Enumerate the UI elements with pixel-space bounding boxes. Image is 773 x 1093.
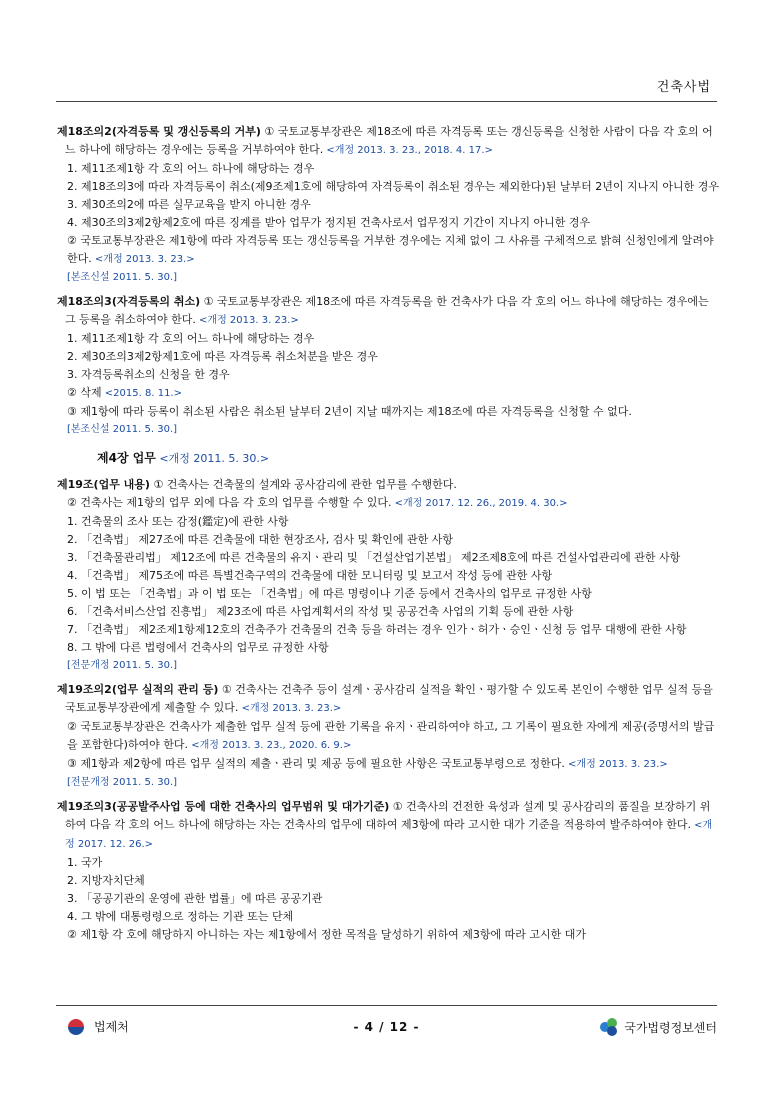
- article-paragraph: [57, 293, 719, 330]
- list-item: [57, 639, 719, 657]
- paragraph-text: ① 건축사의 건전한 육성과 설계 및 공사감리의 품질을 보장하기 위하여 다음 각 호의 어느 하나에 해당하는 자는 건축사의 업무에 대하여 제3항에 따라 고시한 대가 기준을 적용하여 발주하여야 한다.: [65, 800, 711, 831]
- amendment-note: <개정 2013. 3. 23.>: [564, 759, 668, 770]
- article-paragraph: [57, 403, 719, 421]
- list-item: [57, 366, 719, 384]
- amendment-note: <개정 2013. 3. 23.>: [238, 703, 342, 714]
- paragraph-text: ② 제1항 각 호에 해당하지 아니하는 자는 제1항에서 정한 목적을 달성하기 위하여 제3항에 따라 고시한 대가: [67, 928, 586, 941]
- paragraph-text: 3. 자격등록취소의 신청을 한 경우: [67, 368, 230, 381]
- paragraph-text: 4. 제30조의3제2항제2호에 따른 징계를 받아 업무가 정지된 건축사로서 업무정지 기간이 지나지 아니한 경우: [67, 216, 591, 229]
- article-heading: 제18조의3(자격등록의 취소): [57, 295, 201, 308]
- paragraph-text: 7. 「건축법」 제2조제1항제12호의 건축주가 건축물의 건축 등을 하려는 경우 인가ㆍ허가ㆍ승인ㆍ신청 등 업무 대행에 관한 사항: [67, 623, 687, 636]
- list-item: [57, 531, 719, 549]
- paragraph-text: ① 건축사는 건축주 등이 설계ㆍ공사감리 실적을 확인ㆍ평가할 수 있도록 본인이 수행한 업무 실적 등을 국토교통부장관에게 제출할 수 있다.: [65, 683, 713, 714]
- list-item: [57, 908, 719, 926]
- paragraph-text: 2. 「건축법」 제27조에 따른 건축물에 대한 현장조사, 검사 및 확인에 관한 사항: [67, 533, 453, 546]
- paragraph-text: 5. 이 법 또는 「건축법」과 이 법 또는 「건축법」에 따른 명령이나 기준 등에서 건축사의 업무로 규정한 사항: [67, 587, 592, 600]
- article-paragraph: [57, 232, 719, 269]
- article-paragraph: [57, 681, 719, 718]
- chapter-heading: [97, 449, 719, 468]
- enactment-note: [57, 421, 719, 439]
- paragraph-text: 1. 제11조제1항 각 호의 어느 하나에 해당하는 경우: [67, 162, 315, 175]
- amendment-note: <개정 2017. 12. 26., 2019. 4. 30.>: [391, 498, 568, 509]
- amendment-note: <개정 2013. 3. 23.>: [91, 254, 195, 265]
- paragraph-text: 3. 「공공기관의 운영에 관한 법률」에 따른 공공기관: [67, 892, 323, 905]
- article: [57, 476, 719, 675]
- article-paragraph: [57, 755, 719, 774]
- paragraph-text: 2. 제30조의3제2항제1호에 따른 자격등록 취소처분을 받은 경우: [67, 350, 378, 363]
- paragraph-text: 4. 「건축법」 제75조에 따른 특별건축구역의 건축물에 대한 모니터링 및 보고서 작성 등에 관한 사항: [67, 569, 553, 582]
- enactment-note: [57, 657, 719, 675]
- paragraph-text: 2. 제18조의3에 따라 자격등록이 취소(제9조제1호에 해당하여 자격등록이 취소된 경우는 제외한다)된 날부터 2년이 지나지 아니한 경우: [67, 180, 719, 193]
- list-item: [57, 890, 719, 908]
- chapter-title: 제4장 업무: [97, 451, 156, 465]
- list-item: [57, 178, 719, 196]
- article-paragraph: [57, 718, 719, 755]
- list-item: [57, 585, 719, 603]
- paragraph-text: ② 삭제: [67, 386, 102, 399]
- enactment-note: [57, 774, 719, 792]
- article-heading: 제19조(업무 내용): [57, 478, 150, 491]
- footer-left-label: 법제처: [94, 1020, 129, 1034]
- article: [57, 123, 719, 287]
- article: [57, 798, 719, 944]
- paragraph-text: 8. 그 밖에 다른 법령에서 건축사의 업무로 규정한 사항: [67, 641, 329, 654]
- list-item: [57, 621, 719, 639]
- amendment-note: <개정 2013. 3. 23., 2018. 4. 17.>: [323, 145, 493, 156]
- paragraph-text: ① 건축사는 건축물의 설계와 공사감리에 관한 업무를 수행한다.: [149, 478, 457, 491]
- footer-divider: [56, 1005, 717, 1006]
- article-paragraph: [57, 926, 719, 944]
- article-heading: 제19조의3(공공발주사업 등에 대한 건축사의 업무범위 및 대가기준): [57, 800, 390, 813]
- list-item: [57, 160, 719, 178]
- paragraph-text: ③ 제1항에 따라 등록이 취소된 사람은 취소된 날부터 2년이 지날 때까지는 제18조에 따른 자격등록을 신청할 수 없다.: [67, 405, 632, 418]
- header-divider: [56, 101, 717, 102]
- paragraph-text: ① 국토교통부장관은 제18조에 따른 자격등록 또는 갱신등록을 신청한 사람이 다음 각 호의 어느 하나에 해당하는 경우에는 등록을 거부하여야 한다.: [65, 125, 713, 156]
- paragraph-text: 3. 「건축물관리법」 제12조에 따른 건축물의 유지ㆍ관리 및 「건설산업기본법」 제2조제8호에 따른 건설사업관리에 관한 사항: [67, 551, 681, 564]
- article-heading: 제19조의2(업무 실적의 관리 등): [57, 683, 219, 696]
- header-title: 건축사법: [656, 80, 711, 95]
- article-paragraph: [57, 476, 719, 494]
- list-item: [57, 603, 719, 621]
- law-center-logo-icon: [600, 1018, 618, 1036]
- paragraph-text: [본조신설 2011. 5. 30.]: [67, 272, 178, 283]
- paragraph-text: 3. 제30조의2에 따른 실무교육을 받지 아니한 경우: [67, 198, 311, 211]
- paragraph-text: [본조신설 2011. 5. 30.]: [67, 424, 178, 435]
- article-heading: 제18조의2(자격등록 및 갱신등록의 거부): [57, 125, 261, 138]
- article: [57, 681, 719, 792]
- paragraph-text: [전문개정 2011. 5. 30.]: [67, 777, 178, 788]
- paragraph-text: ② 건축사는 제1항의 업무 외에 다음 각 호의 업무를 수행할 수 있다.: [67, 496, 392, 509]
- document-body: [57, 123, 719, 950]
- list-item: [57, 196, 719, 214]
- paragraph-text: ③ 제1항과 제2항에 따른 업무 실적의 제출ㆍ관리 및 제공 등에 필요한 사항은 국토교통부령으로 정한다.: [67, 757, 565, 770]
- article-paragraph: [57, 798, 719, 854]
- amendment-note: <2015. 8. 11.>: [101, 388, 182, 399]
- page-number: - 4 / 12 -: [353, 1020, 420, 1034]
- paragraph-text: ① 국토교통부장관은 제18조에 따른 자격등록을 한 건축사가 다음 각 호의 어느 하나에 해당하는 경우에는 그 등록을 취소하여야 한다.: [65, 295, 709, 326]
- paragraph-text: 1. 제11조제1항 각 호의 어느 하나에 해당하는 경우: [67, 332, 315, 345]
- list-item: [57, 854, 719, 872]
- list-item: [57, 549, 719, 567]
- enactment-note: [57, 269, 719, 287]
- article-paragraph: [57, 494, 719, 513]
- paragraph-text: 4. 그 밖에 대통령령으로 정하는 기관 또는 단체: [67, 910, 294, 923]
- paragraph-text: ② 국토교통부장관은 건축사가 제출한 업무 실적 등에 관한 기록을 유지ㆍ관리하여야 하고, 그 기록이 필요한 자에게 제공(증명서의 발급을 포함한다)하여야 한다.: [67, 720, 715, 751]
- article-paragraph: [57, 384, 719, 403]
- amendment-note: <개정 2017. 12. 26.>: [65, 820, 713, 850]
- list-item: [57, 567, 719, 585]
- footer: [0, 1016, 773, 1040]
- paragraph-text: 2. 지방자치단체: [67, 874, 145, 887]
- paragraph-text: ② 국토교통부장관은 제1항에 따라 자격등록 또는 갱신등록을 거부한 경우에는 지체 없이 그 사유를 구체적으로 밝혀 신청인에게 알려야 한다.: [67, 234, 714, 265]
- paragraph-text: 1. 국가: [67, 856, 103, 869]
- article: [57, 293, 719, 439]
- list-item: [57, 872, 719, 890]
- list-item: [57, 214, 719, 232]
- paragraph-text: 6. 「건축서비스산업 진흥법」 제23조에 따른 사업계획서의 작성 및 공공건축 사업의 기획 등에 관한 사항: [67, 605, 574, 618]
- chapter-amend: <개정 2011. 5. 30.>: [155, 452, 270, 465]
- list-item: [57, 348, 719, 366]
- article-paragraph: [57, 123, 719, 160]
- footer-right-label: 국가법령정보센터: [624, 1020, 717, 1035]
- paragraph-text: 1. 건축물의 조사 또는 감정(鑑定)에 관한 사항: [67, 515, 289, 528]
- footer-right: [600, 1018, 717, 1036]
- list-item: [57, 513, 719, 531]
- list-item: [57, 330, 719, 348]
- amendment-note: <개정 2013. 3. 23., 2020. 6. 9.>: [188, 740, 352, 751]
- amendment-note: <개정 2013. 3. 23.>: [195, 315, 299, 326]
- paragraph-text: [전문개정 2011. 5. 30.]: [67, 660, 178, 671]
